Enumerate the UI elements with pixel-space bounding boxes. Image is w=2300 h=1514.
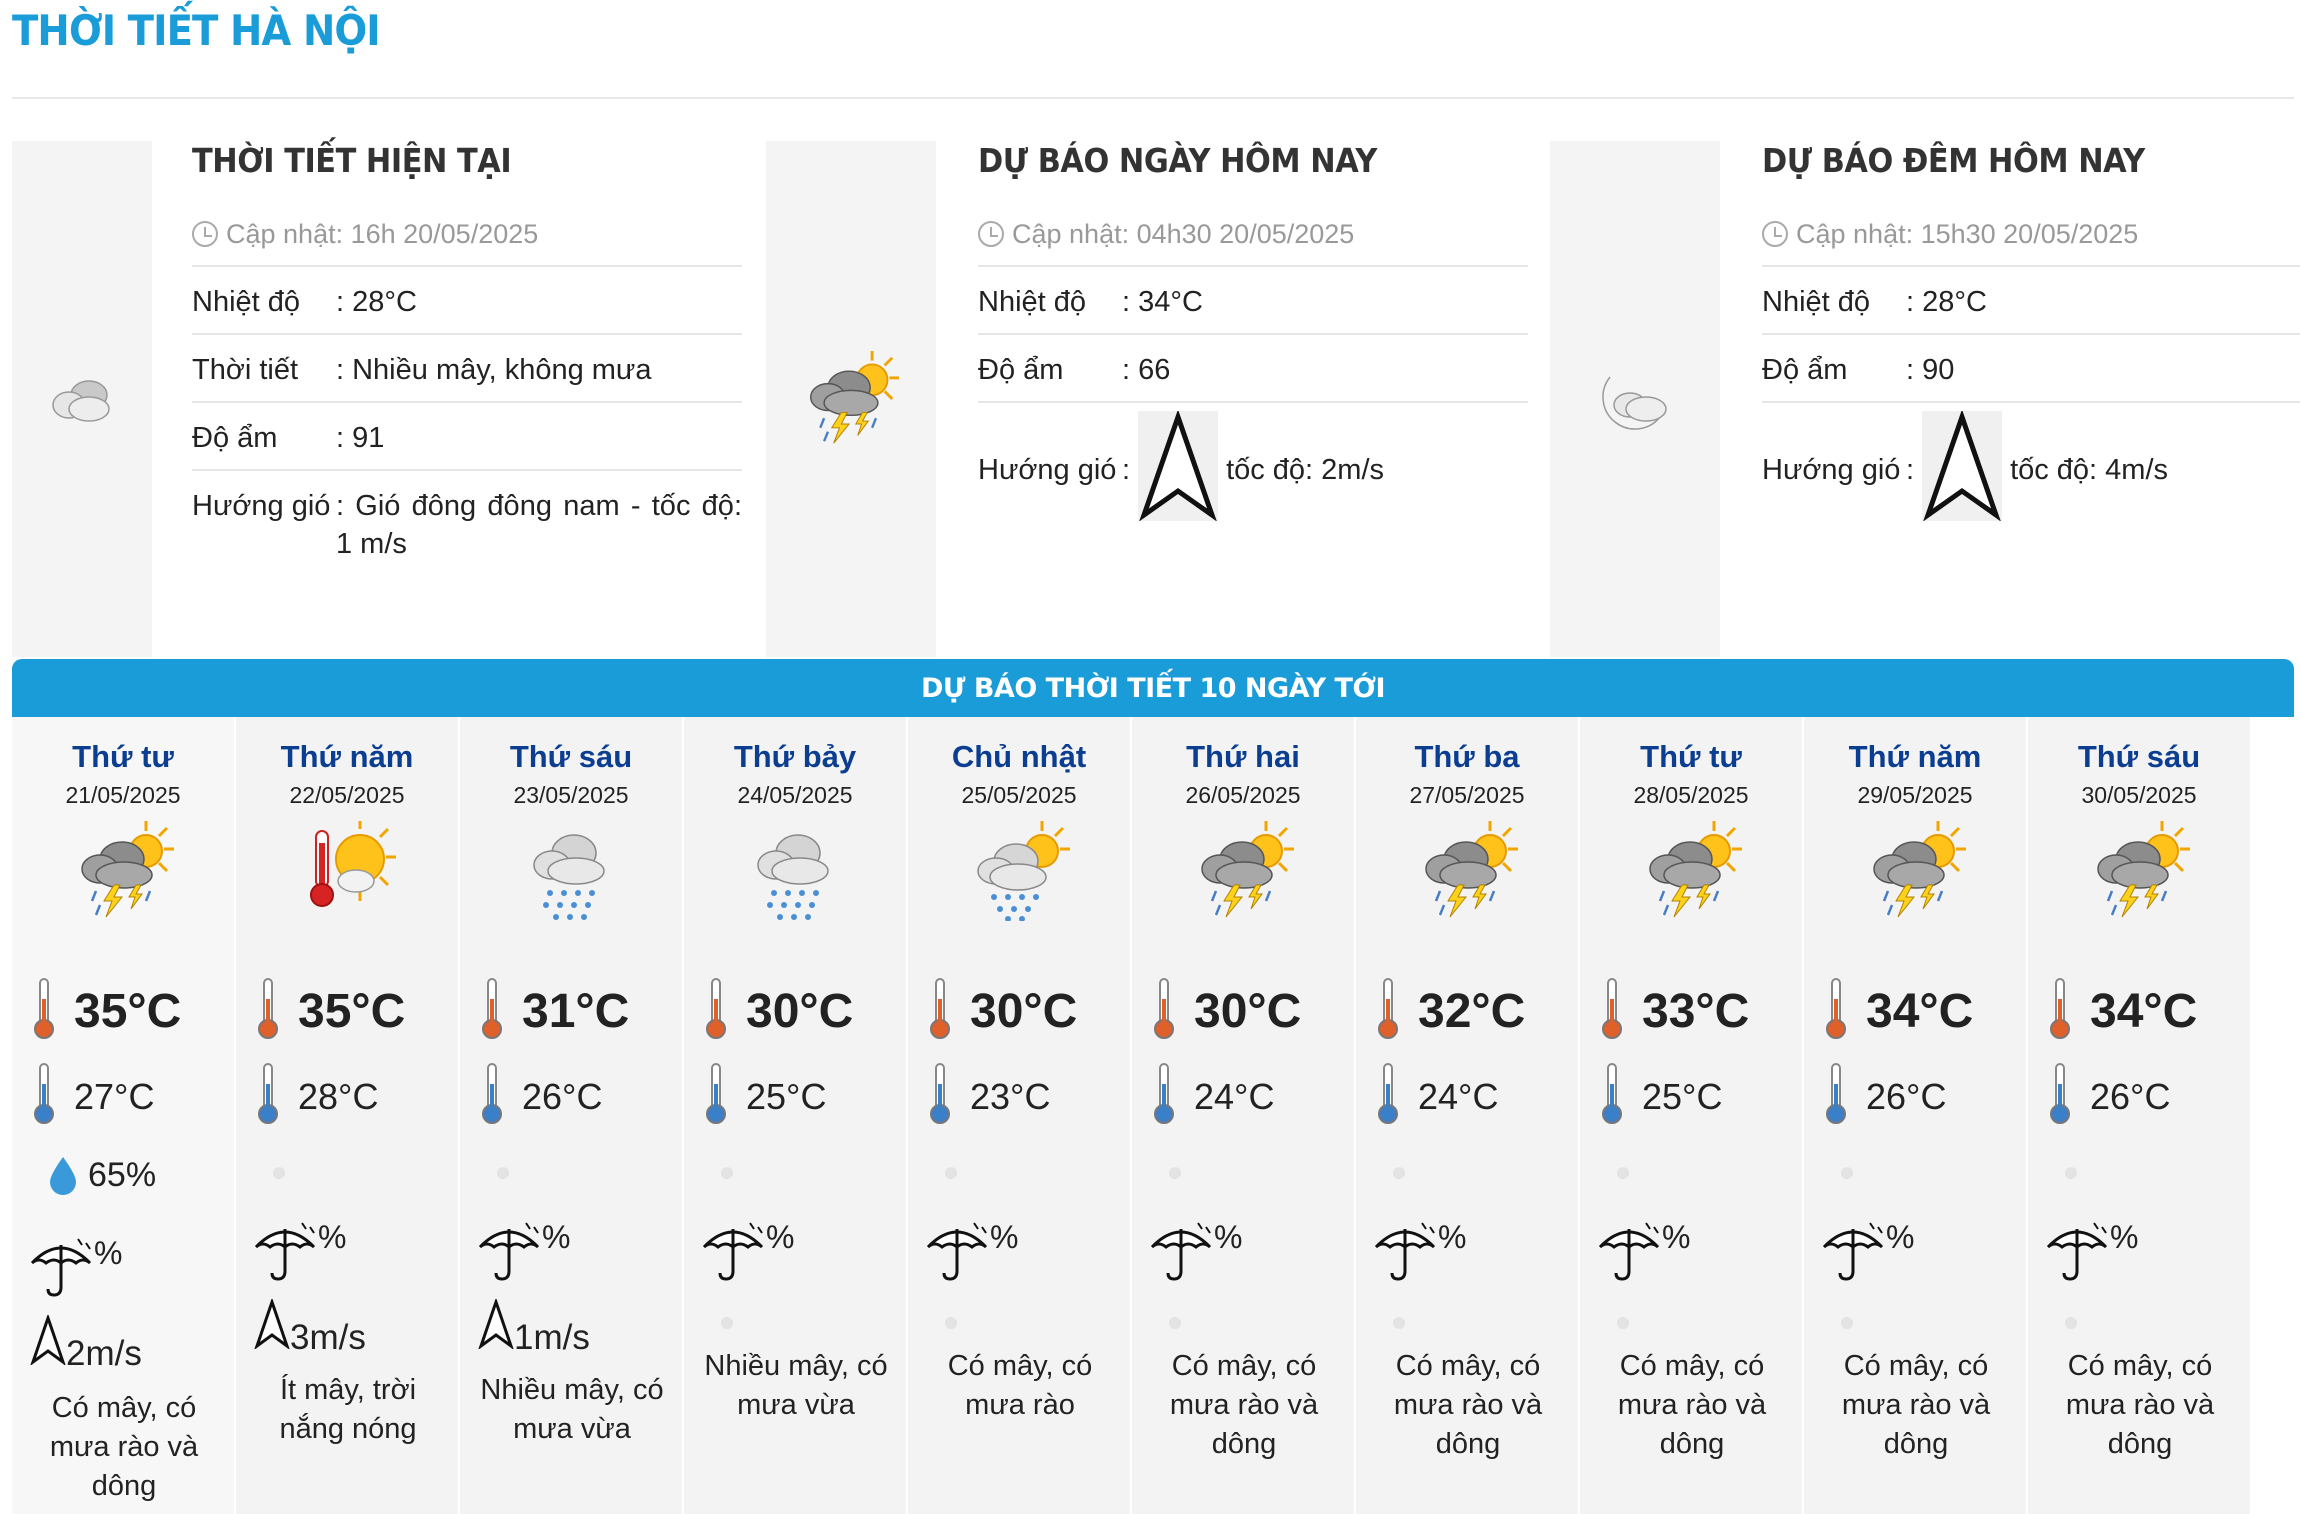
- rain-chance-value: %: [2110, 1219, 2139, 1255]
- max-temp-value: 30°C: [970, 985, 1078, 1038]
- min-temp-value: 23°C: [970, 1075, 1051, 1117]
- thermometer-cold-icon: [1824, 1062, 1848, 1131]
- day-date: 30/05/2025: [2081, 782, 2197, 808]
- max-temp: [1376, 977, 1525, 1046]
- min-temp: [480, 1062, 602, 1131]
- wind-direction-icon: [1138, 411, 1218, 521]
- min-temp: [1376, 1062, 1498, 1131]
- min-temp-value: 28°C: [298, 1075, 379, 1117]
- thermometer-hot-icon: [1824, 977, 1848, 1046]
- updated-text: Cập nhật: 15h30 20/05/2025: [1796, 219, 2139, 249]
- row-temperature: [192, 267, 742, 335]
- hot-sun-icon: [298, 821, 398, 921]
- rain-chance-value: %: [1438, 1219, 1467, 1255]
- umbrella-icon: [1372, 1217, 1438, 1291]
- thunderstorm-sun-icon: [1866, 821, 1966, 921]
- min-temp: [1152, 1062, 1274, 1131]
- placeholder-dot: [273, 1167, 285, 1179]
- placeholder-dot: [497, 1167, 509, 1179]
- umbrella-icon: [700, 1217, 766, 1291]
- day-date: 23/05/2025: [513, 782, 629, 808]
- weather-description: Có mây, có mưa rào và dông: [1169, 1350, 1319, 1460]
- max-temp: [2048, 977, 2197, 1046]
- row-value: : Nhiều mây, không mưa: [336, 354, 652, 386]
- weather-description: Có mây, có mưa rào và dông: [2065, 1350, 2215, 1460]
- placeholder-dot: [2065, 1167, 2077, 1179]
- forecast-day-column: [1132, 717, 1356, 1514]
- forecast-day-column: [12, 717, 236, 1514]
- min-temp-value: 26°C: [2090, 1075, 2171, 1117]
- max-temp: [1600, 977, 1749, 1046]
- thermometer-cold-icon: [480, 1062, 504, 1131]
- wind: [478, 1299, 590, 1358]
- wind-arrow-icon: [254, 1299, 290, 1358]
- rain-sun-icon: [970, 821, 1070, 921]
- forecast-day-column: [1804, 717, 2028, 1514]
- row-value: : Gió đông đông nam - tốc độ: 1 m/s: [336, 490, 742, 560]
- thermometer-cold-icon: [704, 1062, 728, 1131]
- umbrella-icon: [252, 1217, 318, 1291]
- row-label: Hướng gió: [1762, 454, 1901, 486]
- row-value: : 91: [336, 422, 385, 454]
- thermometer-cold-icon: [32, 1062, 56, 1131]
- min-temp-value: 26°C: [522, 1075, 603, 1117]
- row-value: : 28°C: [336, 286, 417, 318]
- max-temp-value: 33°C: [1642, 985, 1750, 1038]
- clock-icon: [978, 221, 1004, 247]
- rain-chance-value: %: [766, 1219, 795, 1255]
- rain-chance: [2044, 1217, 2138, 1291]
- thermometer-cold-icon: [1600, 1062, 1624, 1131]
- rain-chance-value: %: [1662, 1219, 1691, 1255]
- rain-chance: [924, 1217, 1018, 1291]
- day-date: 26/05/2025: [1185, 782, 1301, 808]
- day-date: 24/05/2025: [737, 782, 853, 808]
- umbrella-icon: [1596, 1217, 1662, 1291]
- day-name: Thứ ba: [1414, 739, 1520, 774]
- day-name: Thứ bảy: [733, 739, 857, 774]
- umbrella-icon: [1820, 1217, 1886, 1291]
- day-date: 29/05/2025: [1857, 782, 1973, 808]
- thunderstorm-sun-icon: [1418, 821, 1518, 921]
- placeholder-dot: [1393, 1317, 1405, 1329]
- wind-speed-value: 2m/s: [66, 1334, 142, 1373]
- placeholder-dot: [1169, 1167, 1181, 1179]
- min-temp-value: 27°C: [74, 1075, 155, 1117]
- thermometer-cold-icon: [2048, 1062, 2072, 1131]
- clock-icon: [192, 221, 218, 247]
- max-temp-value: 35°C: [298, 985, 406, 1038]
- wind-arrow-icon: [478, 1299, 514, 1358]
- umbrella-icon: [28, 1233, 94, 1307]
- card-heading: DỰ BÁO ĐÊM HÔM NAY: [1762, 141, 2145, 180]
- row-label: Độ ẩm: [978, 354, 1064, 386]
- forecast-day-column: [236, 717, 460, 1514]
- cloudy-icon: [47, 369, 117, 429]
- day-date: 21/05/2025: [65, 782, 181, 808]
- rain-chance: [1372, 1217, 1466, 1291]
- thermometer-hot-icon: [1152, 977, 1176, 1046]
- max-temp-value: 35°C: [74, 985, 182, 1038]
- max-temp: [928, 977, 1077, 1046]
- rain-chance: [252, 1217, 346, 1291]
- weather-description: Có mây, có mưa rào và dông: [1617, 1350, 1767, 1460]
- rain-chance-value: %: [94, 1235, 123, 1271]
- day-name: Thứ tư: [1640, 739, 1742, 774]
- forecast-10day-header: DỰ BÁO THỜI TIẾT 10 NGÀY TỚI: [12, 659, 2294, 717]
- thermometer-hot-icon: [1376, 977, 1400, 1046]
- wind-arrow-icon: [30, 1315, 66, 1374]
- day-date: 27/05/2025: [1409, 782, 1525, 808]
- row-wind: [1762, 403, 2300, 533]
- thunderstorm-sun-icon: [2090, 821, 2190, 921]
- day-name: Chủ nhật: [951, 739, 1087, 774]
- forecast-10day-grid: [12, 717, 2294, 1514]
- rain-chance: [1148, 1217, 1242, 1291]
- min-temp: [2048, 1062, 2170, 1131]
- row-humidity: [1762, 335, 2300, 403]
- row-label: Nhiệt độ: [978, 286, 1087, 318]
- wind-direction-icon: [1922, 411, 2002, 521]
- thermometer-hot-icon: [1600, 977, 1624, 1046]
- forecast-day-column: [684, 717, 908, 1514]
- rain-chance: [1820, 1217, 1914, 1291]
- rain-chance-value: %: [1886, 1219, 1915, 1255]
- min-temp-value: 25°C: [1642, 1075, 1723, 1117]
- wind-speed: tốc độ: 2m/s: [1226, 454, 1385, 486]
- max-temp: [704, 977, 853, 1046]
- rain-chance-value: %: [542, 1219, 571, 1255]
- forecast-day-column: [908, 717, 1132, 1514]
- card-heading: DỰ BÁO NGÀY HÔM NAY: [978, 141, 1377, 180]
- thunderstorm-sun-icon: [1642, 821, 1742, 921]
- day-date: 22/05/2025: [289, 782, 405, 808]
- min-temp: [32, 1062, 154, 1131]
- rain-chance: [700, 1217, 794, 1291]
- rain-chance-value: %: [1214, 1219, 1243, 1255]
- umbrella-icon: [924, 1217, 990, 1291]
- card-heading: THỜI TIẾT HIỆN TẠI: [192, 141, 512, 180]
- thermometer-hot-icon: [2048, 977, 2072, 1046]
- max-temp-value: 34°C: [1866, 985, 1974, 1038]
- forecast-day-column: [460, 717, 684, 1514]
- wind: [254, 1299, 366, 1358]
- row-condition: [192, 335, 742, 403]
- min-temp-value: 24°C: [1418, 1075, 1499, 1117]
- updated-time: [192, 203, 742, 265]
- row-label: Độ ẩm: [1762, 354, 1848, 386]
- day-name: Thứ năm: [280, 739, 414, 774]
- placeholder-dot: [1617, 1317, 1629, 1329]
- page-title: THỜI TIẾT HÀ NỘI: [12, 6, 380, 55]
- rain-cloud-icon: [522, 821, 622, 921]
- umbrella-icon: [476, 1217, 542, 1291]
- placeholder-dot: [1169, 1317, 1181, 1329]
- wind-colon: :: [1122, 454, 1131, 486]
- wind: [30, 1315, 142, 1374]
- humidity-value: 65%: [88, 1155, 157, 1194]
- day-name: Thứ sáu: [509, 739, 633, 774]
- card-icon-panel: [766, 141, 936, 657]
- min-temp: [1600, 1062, 1722, 1131]
- row-wind: [978, 403, 1528, 533]
- thermometer-hot-icon: [256, 977, 280, 1046]
- thermometer-hot-icon: [32, 977, 56, 1046]
- max-temp-value: 34°C: [2090, 985, 2198, 1038]
- min-temp: [928, 1062, 1050, 1131]
- thermometer-hot-icon: [928, 977, 952, 1046]
- weather-description: Có mây, có mưa rào: [947, 1350, 1093, 1421]
- weather-description: Có mây, có mưa rào và dông: [1841, 1350, 1991, 1460]
- day-name: Thứ tư: [72, 739, 174, 774]
- forecast-day-column: [2028, 717, 2252, 1514]
- wind-speed: tốc độ: 4m/s: [2010, 454, 2169, 486]
- row-temperature: [978, 267, 1528, 335]
- thunderstorm-sun-icon: [803, 351, 899, 447]
- max-temp-value: 32°C: [1418, 985, 1526, 1038]
- row-label: Hướng gió: [978, 454, 1117, 486]
- weather-description: Nhiều mây, có mưa vừa: [704, 1350, 888, 1421]
- thermometer-hot-icon: [480, 977, 504, 1046]
- rain-chance: [28, 1233, 122, 1307]
- thunderstorm-sun-icon: [74, 821, 174, 921]
- placeholder-dot: [721, 1167, 733, 1179]
- thermometer-cold-icon: [1376, 1062, 1400, 1131]
- day-name: Thứ năm: [1848, 739, 1982, 774]
- max-temp: [480, 977, 629, 1046]
- rain-chance-value: %: [318, 1219, 347, 1255]
- current-weather-card: [12, 141, 742, 657]
- placeholder-dot: [2065, 1317, 2077, 1329]
- rain-chance: [1596, 1217, 1690, 1291]
- thermometer-hot-icon: [704, 977, 728, 1046]
- thermometer-cold-icon: [256, 1062, 280, 1131]
- weather-description: Nhiều mây, có mưa vừa: [480, 1374, 664, 1445]
- weather-description: Có mây, có mưa rào và dông: [1393, 1350, 1543, 1460]
- min-temp: [704, 1062, 826, 1131]
- updated-text: Cập nhật: 04h30 20/05/2025: [1012, 219, 1355, 249]
- placeholder-dot: [945, 1167, 957, 1179]
- min-temp: [256, 1062, 378, 1131]
- thunderstorm-sun-icon: [1194, 821, 1294, 921]
- placeholder-dot: [1617, 1167, 1629, 1179]
- max-temp: [1152, 977, 1301, 1046]
- card-icon-panel: [12, 141, 152, 657]
- updated-text: Cập nhật: 16h 20/05/2025: [226, 219, 539, 249]
- rain-cloud-icon: [746, 821, 846, 921]
- max-temp-value: 30°C: [746, 985, 854, 1038]
- title-divider: [12, 97, 2294, 99]
- humidity: [48, 1155, 156, 1195]
- row-value: : 90: [1906, 354, 1955, 386]
- max-temp: [1824, 977, 1973, 1046]
- wind-colon: :: [1906, 454, 1915, 486]
- today-forecast-card: [766, 141, 1516, 657]
- row-humidity: [978, 335, 1528, 403]
- min-temp-value: 26°C: [1866, 1075, 1947, 1117]
- updated-time: [1762, 203, 2300, 265]
- rain-chance: [476, 1217, 570, 1291]
- weather-description: Ít mây, trời nắng nóng: [279, 1374, 417, 1445]
- row-label: Nhiệt độ: [192, 286, 301, 318]
- row-label: Hướng gió: [192, 490, 331, 522]
- row-label: Độ ẩm: [192, 422, 278, 454]
- day-name: Thứ hai: [1186, 739, 1300, 774]
- clock-icon: [1762, 221, 1788, 247]
- day-name: Thứ sáu: [2077, 739, 2201, 774]
- min-temp-value: 24°C: [1194, 1075, 1275, 1117]
- day-date: 28/05/2025: [1633, 782, 1749, 808]
- placeholder-dot: [1841, 1167, 1853, 1179]
- max-temp: [32, 977, 181, 1046]
- placeholder-dot: [721, 1317, 733, 1329]
- water-drop-icon: [48, 1155, 78, 1195]
- row-temperature: [1762, 267, 2300, 335]
- umbrella-icon: [1148, 1217, 1214, 1291]
- umbrella-icon: [2044, 1217, 2110, 1291]
- tonight-forecast-card: [1550, 141, 2294, 657]
- row-value: : 34°C: [1122, 286, 1203, 318]
- placeholder-dot: [945, 1317, 957, 1329]
- cloudy-night-icon: [1590, 359, 1680, 439]
- placeholder-dot: [1393, 1167, 1405, 1179]
- max-temp-value: 30°C: [1194, 985, 1302, 1038]
- thermometer-cold-icon: [928, 1062, 952, 1131]
- row-value: : 66: [1122, 354, 1171, 386]
- thermometer-cold-icon: [1152, 1062, 1176, 1131]
- placeholder-dot: [1841, 1317, 1853, 1329]
- min-temp: [1824, 1062, 1946, 1131]
- updated-time: [978, 203, 1528, 265]
- forecast-day-column: [1356, 717, 1580, 1514]
- wind-speed-value: 3m/s: [290, 1318, 366, 1357]
- day-date: 25/05/2025: [961, 782, 1077, 808]
- max-temp: [256, 977, 405, 1046]
- row-label: Thời tiết: [192, 354, 299, 386]
- row-wind: [192, 471, 742, 575]
- weather-description: Có mây, có mưa rào và dông: [49, 1392, 199, 1502]
- rain-chance-value: %: [990, 1219, 1019, 1255]
- row-label: Nhiệt độ: [1762, 286, 1871, 318]
- forecast-day-column: [1580, 717, 1804, 1514]
- wind-speed-value: 1m/s: [514, 1318, 590, 1357]
- card-icon-panel: [1550, 141, 1720, 657]
- min-temp-value: 25°C: [746, 1075, 827, 1117]
- max-temp-value: 31°C: [522, 985, 630, 1038]
- row-humidity: [192, 403, 742, 471]
- row-value: : 28°C: [1906, 286, 1987, 318]
